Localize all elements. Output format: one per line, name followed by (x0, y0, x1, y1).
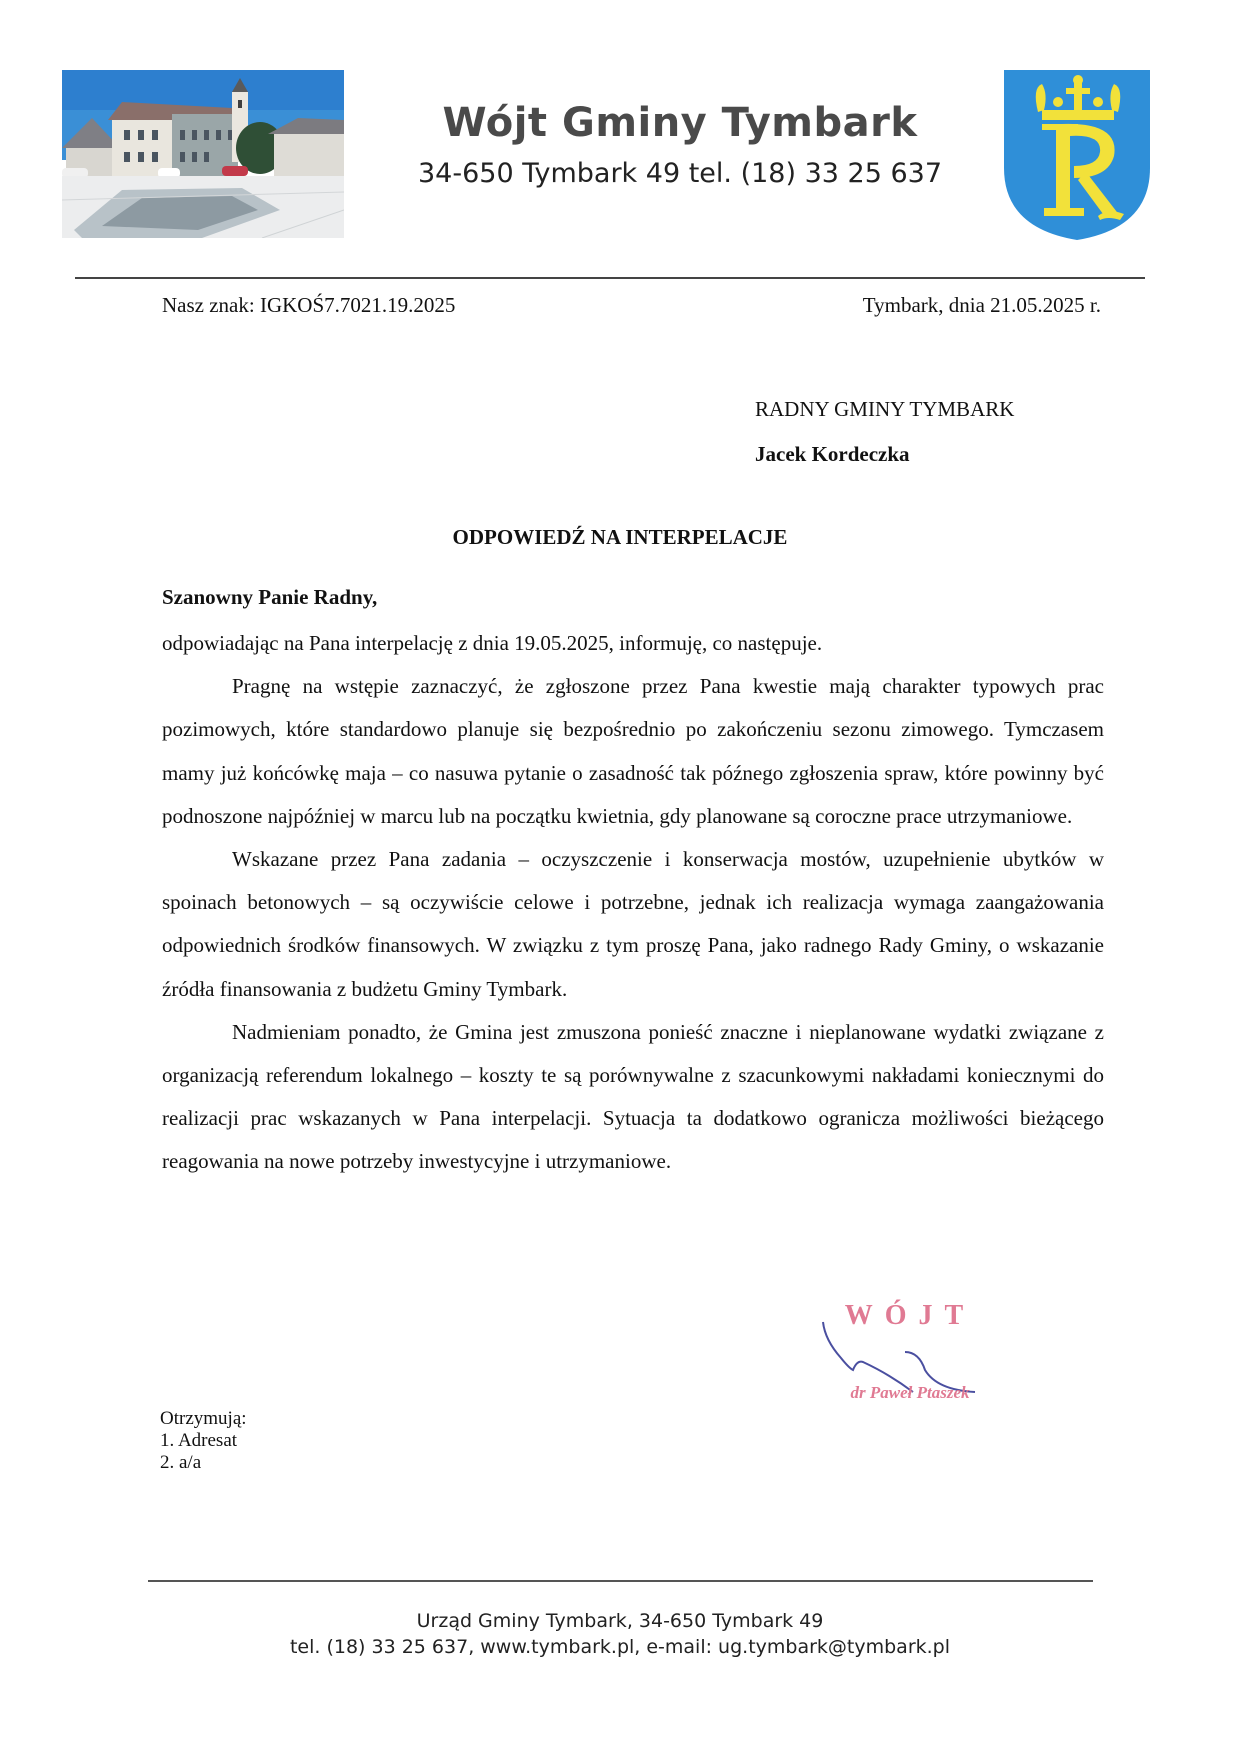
letter-body (162, 622, 1104, 1184)
signature-stamp-name: dr Paweł Ptaszek (850, 1383, 970, 1402)
footer-address: Urząd Gminy Tymbark, 34-650 Tymbark 49 (416, 1610, 824, 1632)
recipient-name: Jacek Kordeczka (755, 442, 910, 466)
paragraph-intro: odpowiadając na Pana interpelację z dnia 19.05.2025, informuję, co następuje. (162, 631, 823, 655)
distribution-label: Otrzymują: (160, 1408, 247, 1429)
town-square-photo (62, 70, 344, 238)
town-square-illustration (62, 70, 344, 238)
paragraph: Wskazane przez Pana zadania – oczyszczenie i konserwacja mostów, uzupełnienie ubytków w spoinach betonowych – są oczywiście celowe i potrzebne, jednak ich realizacja wymaga zaangażowania odpowiednich środków finansowych. W związku z tym proszę Pana, jako radnego Rady Gminy, o wskazanie źródła finansowania z budżetu Gminy Tymbark. (162, 847, 1104, 1001)
footer-divider (148, 1580, 1093, 1582)
recipient-title: RADNY GMINY TYMBARK (755, 397, 1015, 421)
footer-contact: tel. (18) 33 25 637, www.tymbark.pl, e-mail: ug.tymbark@tymbark.pl (289, 1636, 951, 1658)
distribution-item: 2. a/a (160, 1452, 202, 1473)
letter-subject: ODPOWIEDŹ NA INTERPELACJE (452, 525, 788, 549)
salutation: Szanowny Panie Radny, (162, 585, 378, 609)
place-and-date: Tymbark, dnia 21.05.2025 r. (862, 293, 1101, 317)
signature-stamp-title: WÓJT (844, 1300, 976, 1331)
header-divider (75, 277, 1145, 279)
paragraph: Nadmieniam ponadto, że Gmina jest zmuszona ponieść znaczne i nieplanowane wydatki związane z organizacją referendum lokalnego – koszty te są porównywalne z szacunkowymi nakładami koniecznymi do realizacji prac wskazanych w Pana interpelacji. Sytuacja ta dodatkowo ogranicza możliwości bieżącego reagowania na nowe potrzeby inwestycyjne i utrzymaniowe. (162, 1019, 1104, 1174)
coat-of-arms-shield (1002, 68, 1152, 242)
distribution-list (160, 1408, 247, 1474)
distribution-item: 1. Adresat (160, 1430, 238, 1451)
header-address: 34-650 Tymbark 49 tel. (18) 33 25 637 (417, 158, 942, 189)
coat-of-arms-icon (1002, 68, 1152, 242)
header-title: Wójt Gminy Tymbark (442, 100, 918, 146)
paragraph: Pragnę na wstępie zaznaczyć, że zgłoszone przez Pana kwestie mają charakter typowych prac pozimowych, które standardowo planuje się bezpośrednio po zakończeniu sezonu zimowego. Tymczasem mamy już końcówkę maja – co nasuwa pytanie o zasadność tak późnego zgłoszenia spraw, które powinny być podnoszone najpóźniej w marcu lub na początku kwietnia, gdy planowane są coroczne prace utrzymaniowe. (162, 674, 1104, 828)
reference-number: Nasz znak: IGKOŚ7.7021.19.2025 (162, 293, 456, 317)
